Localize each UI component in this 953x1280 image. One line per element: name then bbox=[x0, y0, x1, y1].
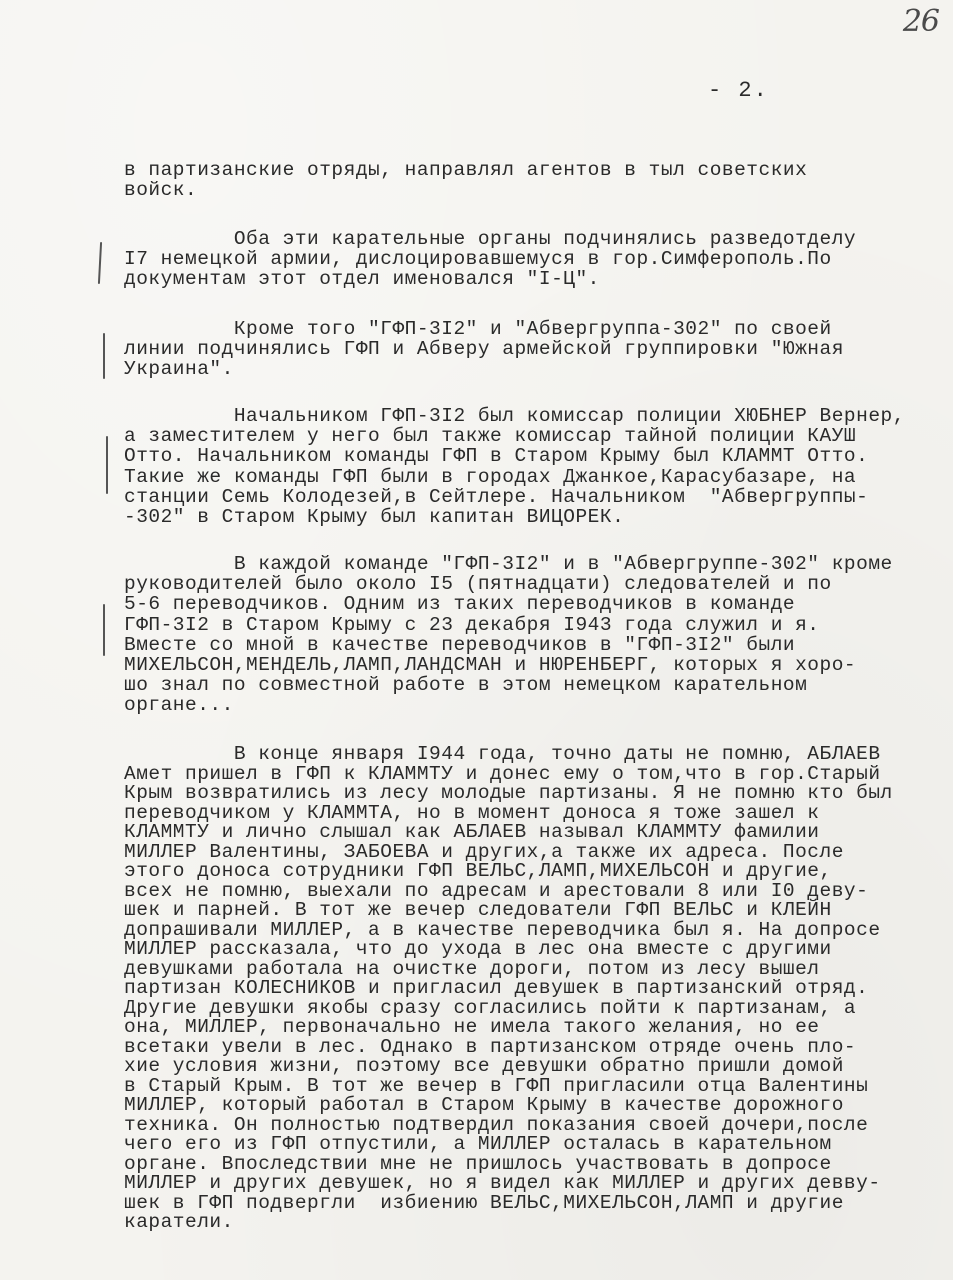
margin-mark bbox=[98, 242, 102, 284]
margin-mark bbox=[106, 436, 108, 494]
paragraph-4: Начальником ГФП-3I2 был комиссар полиции ХЮБНЕР Вернер, а заместителем у него был также комиссар тайной полиции КАУШ Отто. Начальником команды ГФП в Старом Крыму был КЛАММТ Отто. Такие же команды ГФП были в городах Джанкое,Карасубазаре, на станции Семь Колодезей,в Сейтлере. Начальником "Абвергруппы- -302" в Старом Крыму был капитан ВИЦОРЕК. bbox=[124, 405, 905, 529]
paragraph-1: в партизанские отряды, направлял агентов в тыл советских войск. bbox=[124, 159, 808, 202]
paragraph-6: В конце января I944 года, точно даты не помню, АБЛАЕВ Амет пришел в ГФП к КЛАММТУ и донес ему о том,что в гор.Старый Крым возвратились из лесу молодые партизаны. Я не помню кто был переводчиком у КЛАММТА, но в момент доноса я тоже зашел к КЛАММТУ и лично слышал как АБЛАЕВ называл КЛАММТУ фамилии МИЛЛЕР Валентины, ЗАБОЕВА и других,а также их адреса. После этого доноса сотрудники ГФП ВЕЛЬС,ЛАМП,МИХЕЛЬСОН и другие, всех не помню, выехали по адресам и арестовали 8 или I0 деву- шек и парней. В тот же вечер следователи ГФП ВЕЛЬС и КЛЕЙН допрашивали МИЛЛЕР, а в качестве переводчика был я. На допросе МИЛЛЕР рассказала, что до ухода в лес она вместе с другими девушками работала на очистке дороги, потом из лесу вышел партизан КОЛЕСНИКОВ и пригласил девушек в партизанский отряд. Другие девушки якобы сразу согласились пойти к партизанам, а она, МИЛЛЕР, первоначально не имела такого желания, но ее всетаки увели в лес. Однако в партизанском отряде очень пло- хие условия жизни, поэтому все девушки обратно пришли домой в Старый Крым. В тот же вечер в ГФП пригласили отца Валентины МИЛЛЕР, который работал в Старом Крыму в качестве дорожного техника. Он полностью подтвердил показания своей дочери,после чего его из ГФП отпустили, а МИЛЛЕР осталась в карательном органе. Впоследствии мне не пришлось участвовать в допросе МИЛЛЕР и других девушек, но я видел как МИЛЛЕР и других девву- шек в ГФП подвергли избиению ВЕЛЬС,МИХЕЛЬСОН,ЛАМП и другие каратели. bbox=[124, 743, 893, 1233]
paragraph-5: В каждой команде "ГФП-3I2" и в "Абвергруппе-302" кроме руководителей было около I5 (пятнадцати) следователей и по 5-6 переводчиков. Одним из таких переводчиков в команде ГФП-3I2 в Старом Крыму с 23 декабря I943 года служил и я. Вместе со мной в качестве переводчиков в "ГФП-3I2" были МИХЕЛЬСОН,МЕНДЕЛЬ,ЛАМП,ЛАНДСМАН и НЮРЕНБЕРГ, которых я хоро- шо знал по совместной работе в этом немецком карательном органе... bbox=[124, 553, 893, 717]
archive-page-number: 26 bbox=[902, 4, 939, 39]
margin-mark bbox=[103, 333, 105, 379]
margin-mark bbox=[103, 604, 105, 656]
page-number: - 2. bbox=[708, 78, 769, 103]
paragraph-2: Оба эти карательные органы подчинялись разведотделу I7 немецкой армии, дислоцировавшемуся в гор.Симферополь.По документам этот отдел именовался "I-Ц". bbox=[124, 228, 857, 291]
paragraph-3: Кроме того "ГФП-3I2" и "Абвергруппа-302" по своей линии подчинялись ГФП и Абверу армейской группировки "Южная Украина". bbox=[124, 318, 844, 381]
